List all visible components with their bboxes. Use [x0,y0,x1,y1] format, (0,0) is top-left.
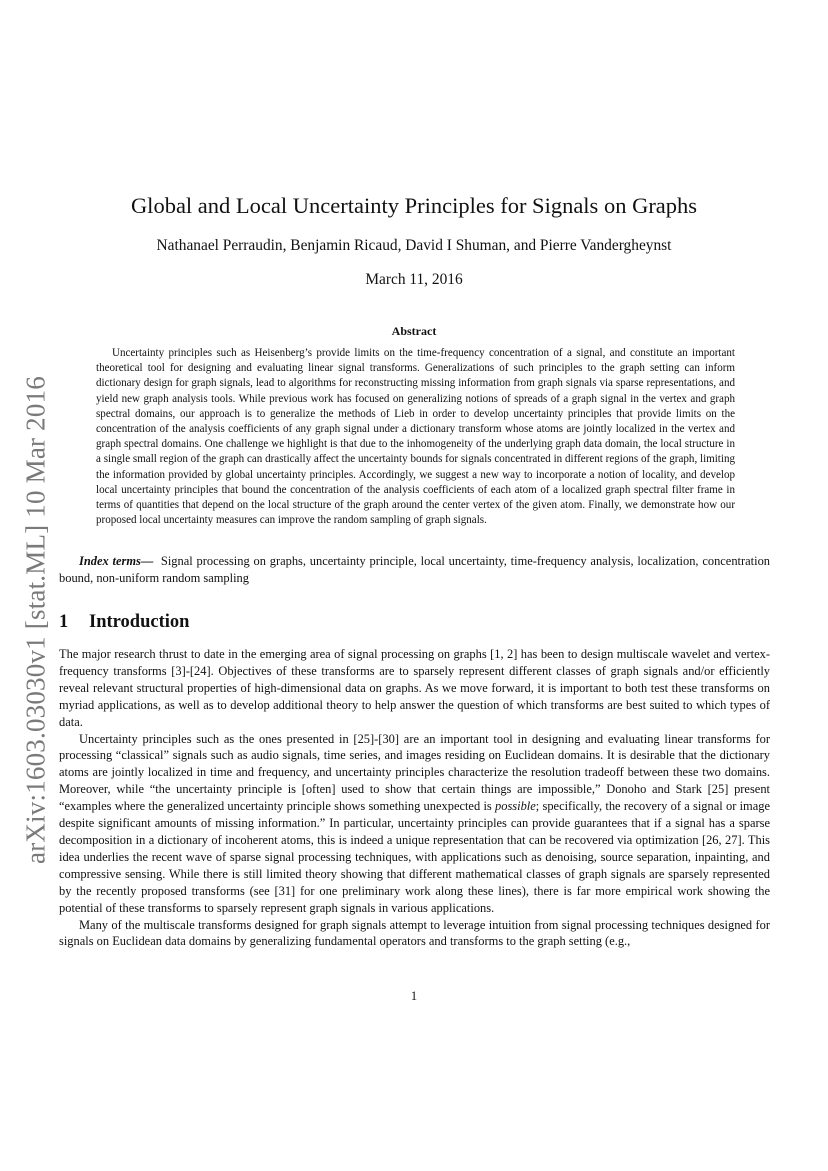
section-number: 1 [59,612,69,632]
arxiv-identifier-stamp: arXiv:1603.03030v1 [stat.ML] 10 Mar 2016 [20,376,51,864]
intro-paragraph-2-emphasis: possible [495,799,536,814]
section-heading-introduction [59,610,189,634]
introduction-body [59,646,770,950]
index-terms-text: Signal processing on graphs, uncertainty principle, local uncertainty, time-frequency analysis, localization, concentration bound, non-uniform random sampling [59,554,771,585]
index-terms [59,553,770,587]
index-terms-label: Index terms— [79,554,154,568]
intro-paragraph-2 [59,731,770,917]
intro-paragraph-3: Many of the multiscale transforms designed for graph signals attempt to leverage intuition from signal processing techniques designed for signals on Euclidean data domains by generalizing fundamental operators and transforms to the graph setting (e.g., [59,917,770,949]
intro-paragraph-2-part-1: Uncertainty principles such as the ones presented in [25]-[30] are an important tool in designing and evaluating linear transforms for processing “classical” signals such as audio signals, time series, and images residing on Euclidean domains. It is desirable that the dictionary atoms are jointly localized in time and frequency, and uncertainty principles characterize the resolution tradeoff between these two domains. Moreover, while “the uncertainty principle is [often] used to show that certain things are impossible,” Donoho and Stark [25] present “examples where the generalized uncertainty principle shows something unexpected is [59,731,770,814]
section-title: Introduction [89,612,190,632]
paper-authors: Nathanael Perraudin, Benjamin Ricaud, David I Shuman, and Pierre Vandergheynst [156,237,672,254]
abstract-heading: Abstract [391,324,437,338]
intro-paragraph-2-part-2: ; specifically, the recovery of a signal or image despite significant amounts of missing information.” In particular, uncertainty principles can provide guarantees that if a signal has a sparse decomposition in a dictionary of incoherent atoms, this is indeed a unique representation that can be recovered via optimization [26, 27]. This idea underlies the recent wave of sparse signal processing techniques, with applications such as denoising, source separation, inpainting, and compressive sensing. While there is still limited theory showing that different mathematical classes of graph signals are sparsely represented by the recently proposed transforms (see [31] for one preliminary work along these lines), there is far more empirical work showing the potential of these transforms to sparsely represent graph signals in various applications. [59,799,770,915]
page-number: 1 [410,989,418,1003]
paper-title: Global and Local Uncertainty Principles for Signals on Graphs [130,193,698,218]
paper-date: March 11, 2016 [365,271,463,288]
abstract-text: Uncertainty principles such as Heisenberg’s provide limits on the time-frequency concentration of a signal, and constitute an important theoretical tool for designing and evaluating linear signal transforms. Generalizations of such principles to the graph setting can inform dictionary design for graph signals, lead to algorithms for reconstructing missing information from graph signals via sparse representations, and yield new graph analysis tools. While previous work has focused on generalizing notions of spreads of a graph signal in the vertex and graph spectral domains, our approach is to generalize the methods of Lieb in order to develop uncertainty principles that provide limits on the concentration of the analysis coefficients of any graph signal under a dictionary transform whose atoms are jointly localized in the vertex and graph spectral domains. One challenge we highlight is that due to the inhomogeneity of the underlying graph data domain, the local structure in a single small region of the graph can drastically affect the uncertainty bounds for signals concentrated in different regions of the graph, limiting the information provided by global uncertainty principles. Accordingly, we suggest a new way to incorporate a notion of locality, and develop local uncertainty principles that bound the concentration of the analysis coefficients of each atom of a localized graph spectral filter frame in terms of quantities that depend on the local structure of the graph around the center vertex of the given atom. Finally, we demonstrate how our proposed local uncertainty measures can improve the random sampling of graph signals. [96,347,735,527]
intro-paragraph-1: The major research thrust to date in the emerging area of signal processing on graphs [1, 2] has been to design multiscale wavelet and vertex-frequency transforms [3]-[24]. Objectives of these transforms are to sparsely represent different classes of graph signals and/or efficiently reveal relevant structural properties of high-dimensional data on graphs. As we move forward, it is important to both test these transforms on myriad applications, as well as to develop additional theory to help answer the question of which transforms are best suited to which types of data. [59,647,770,729]
